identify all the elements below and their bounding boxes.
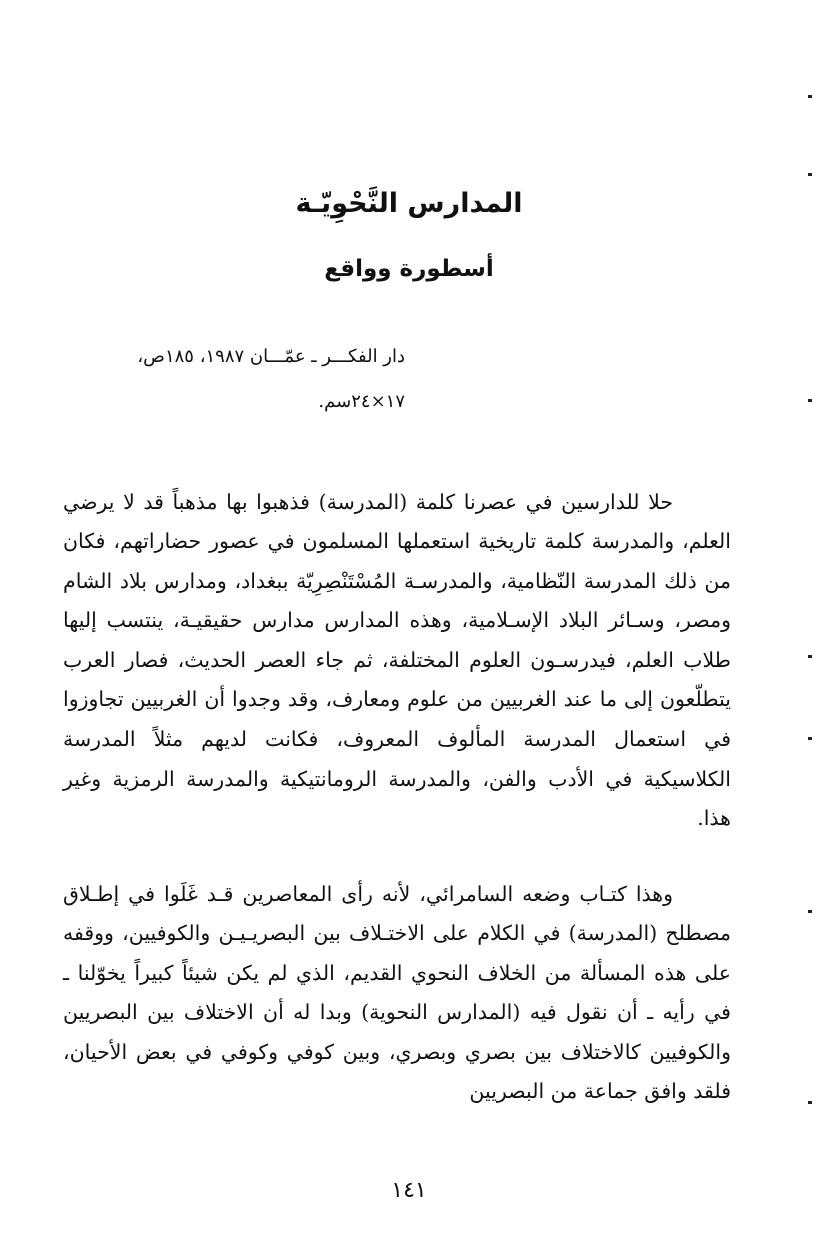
page-number: ١٤١ [391, 1178, 427, 1203]
scan-edge-mark [808, 737, 812, 740]
scan-edge-mark [808, 910, 812, 913]
page-title: المدارس النَّحْوِيّـة [295, 188, 523, 219]
paragraph-2: وهذا كتـاب وضعه السامرائي، لأنه رأى المعاصرين قـد غَلَوا في إطـلاق مصطلح (المدرسة) في الكلام على الاختـلاف بين البصريـيـن والكوفيين، ووقفه على هذه المسألة من الخلاف النحوي القديم، الذي لم يكن شيئاً كبيراً يخوّلنا ـ في رأيه ـ أن نقول فيه (المدارس النحوية) وبدا له أن الاختلاف بين البصريين والكوفيين كالاختلاف بين بصري وبصري، وبين كوفي وكوفي في بعض الأحيان، فلقد وافق جماعة من البصريين [63, 881, 731, 1104]
publication-line-2: ١٧×٢٤سم. [318, 391, 405, 412]
scan-edge-mark [808, 655, 812, 658]
publication-line-1: دار الفكـــر ـ عمّـــان ١٩٨٧، ١٨٥ص، [137, 346, 405, 367]
page-subtitle: أسطورة وواقع [324, 256, 494, 282]
scan-edge-mark [808, 1101, 812, 1104]
publication-info [45, 334, 405, 424]
paragraph-1: حلا للدارسين في عصرنا كلمة (المدرسة) فذهبوا بها مذهباً قد لا يرضي العلم، والمدرسة كلمة تاريخية استعملها المسلمون في عصور حضاراتهم، فكان من ذلك المدرسة النّظامية، والمدرسـة المُسْتَنْصِرِيّة ببغداد، ومدارس بلاد الشام ومصر، وسـائر البلاد الإسـلامية، وهذه المدارس مدارس حقيقيـة، ينتسب إليها طلاب العلم، فيدرسـون العلوم المختلفة، ثم جاء العصر الحديث، فصار العرب يتطلّعون إلى ما عند الغربيين من علوم ومعارف، وقد وجدوا أن الغربيين تجاوزوا في استعمال المدرسة المألوف المعروف، فكانت لديهم مثلاً المدرسة الكلاسيكية في الأدب والفن، والمدرسة الرومانتيكية والمدرسة الرمزية وغير هذا. [63, 489, 731, 831]
scan-edge-mark [808, 173, 812, 176]
scan-edge-mark [808, 95, 812, 98]
scan-edge-mark [808, 399, 812, 402]
